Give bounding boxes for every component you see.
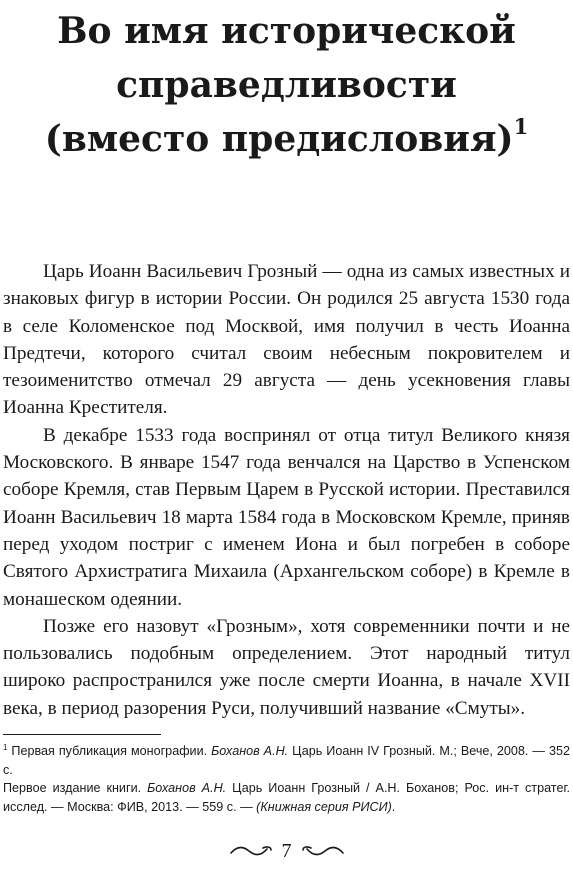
footnote-text: Царь Иоанн Грозный / А.Н. Боханов; Рос. ин-т стратег. исслед. — Москва: ФИВ, 2013. — 559 с. — [3, 781, 570, 814]
chapter-title-line-3: (вместо предисловия) [44, 118, 514, 160]
page-number [0, 836, 573, 865]
footnotes [3, 742, 570, 816]
chapter-title [0, 4, 573, 166]
paragraph: Царь Иоанн Васильевич Грозный — одна из самых известных и знаковых фигур в истории России. Он родился 25 августа 1530 года в селе Коломенское под Москвой, имя получил в честь Иоанна Предтечи, которого считал своим небесным покровителем и тезоименитство отмечал 29 августа — день усекновения главы Иоанна Крестителя. [3, 261, 570, 419]
footnote-divider [3, 734, 161, 735]
title-footnote-mark: 1 [513, 114, 529, 139]
footnote-text: Царь Иоанн IV Грозный. М.; Вече, 2008. — 352 с. [3, 744, 570, 777]
footnote-2 [3, 779, 570, 816]
page-number-value: 7 [281, 840, 292, 863]
footnote-1 [3, 742, 570, 779]
swash-right-icon [301, 844, 345, 858]
chapter-title-line-2: справедливости [116, 64, 457, 106]
footnote-series: (Книжная серия РИСИ) [256, 799, 392, 814]
chapter-title-line-1: Во имя исторической [57, 10, 516, 52]
swash-left-icon [229, 844, 273, 858]
footnote-mark: 1 [3, 742, 8, 752]
footnote-text: Первое издание книги. [3, 781, 148, 796]
footnote-text: . [391, 799, 396, 814]
footnote-author: Боханов А.Н. [147, 781, 227, 796]
footnote-text: Первая публикация монографии. [7, 744, 212, 758]
footnote-author: Боханов А.Н. [211, 744, 289, 758]
paragraph: Позже его назовут «Грозным», хотя современники почти и не пользовались подобным определением. Этот народный титул широко распространился уже после смерти Иоанна, в начале XVII века, в период разорения Руси, получивший название «Смуты». [3, 615, 570, 719]
paragraph: В декабре 1533 года воспринял от отца титул Великого князя Московского. В январе 1547 года венчался на Царство в Успенском соборе Кремля, став Первым Царем в Русской истории. Преставился Иоанн Васильевич 18 марта 1584 года в Московском Кремле, приняв перед уходом постриг с именем Иона и был погребен в соборе Святого Архистратига Михаила (Архангельском соборе) в Кремле в монашеском одеянии. [3, 424, 570, 610]
body-text [3, 258, 570, 722]
